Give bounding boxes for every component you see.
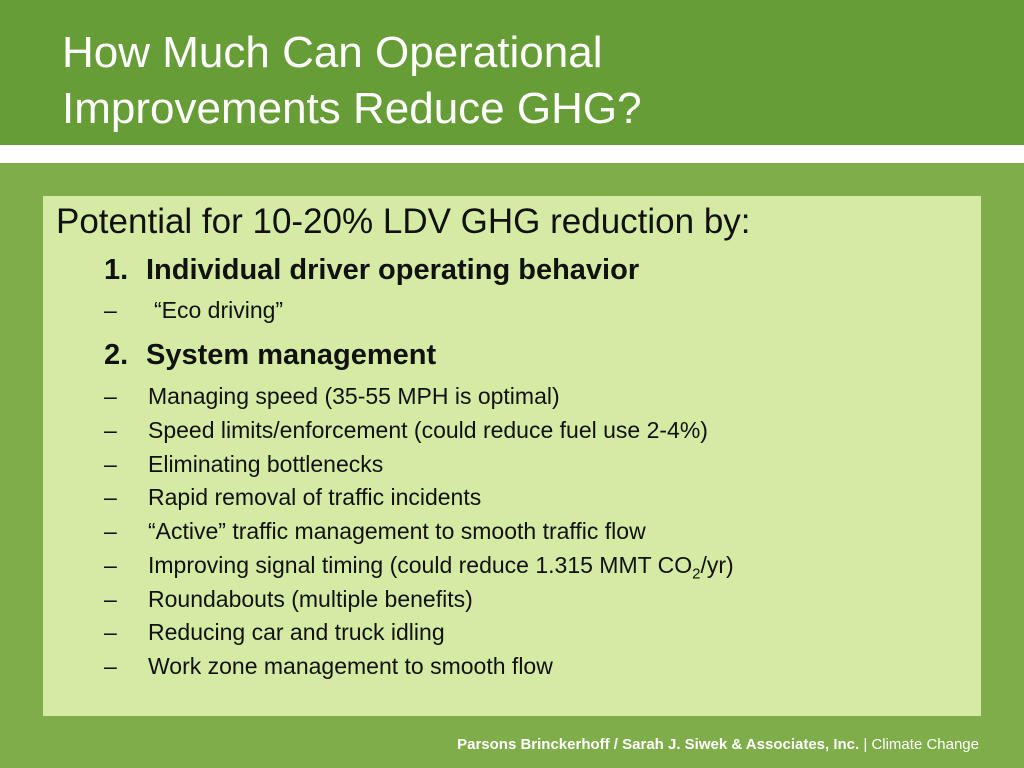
dash-bullet: – (104, 586, 117, 612)
footer-separator: | (859, 736, 872, 753)
subscript: 2 (692, 565, 701, 583)
sub-item (104, 450, 383, 478)
dash-bullet: – (104, 518, 117, 544)
dash-bullet: – (104, 383, 117, 409)
sub-item-text: “Eco driving” (154, 297, 284, 323)
sub-item (104, 585, 473, 613)
title-line-2: Improvements Reduce GHG? (62, 84, 642, 133)
sub-item (104, 483, 481, 511)
sub-item-text: Improving signal timing (could reduce 1.315 MMT $CO_2/yr$) (148, 552, 734, 583)
dash-bullet: – (104, 484, 117, 510)
sub-item-text: Reducing car and truck idling (148, 619, 445, 645)
sub-item (104, 517, 646, 545)
sub-item-text: Rapid removal of traffic incidents (148, 484, 482, 510)
dash-bullet: – (104, 619, 117, 645)
footer (457, 736, 979, 753)
dash-bullet: – (104, 297, 117, 323)
sub-item (104, 551, 734, 583)
intro-text: Potential for 10-20% LDV GHG reduction by: (56, 202, 751, 241)
sub-item (104, 296, 283, 324)
sub-item (104, 652, 553, 680)
sub-item (104, 416, 708, 444)
sub-item-text: Roundabouts (multiple benefits) (148, 586, 473, 612)
title-line-1: How Much Can Operational (62, 28, 603, 77)
sub-item-text: Work zone management to smooth flow (148, 653, 553, 679)
numbered-item-1 (104, 253, 639, 287)
title-divider (0, 145, 1024, 163)
dash-bullet: – (104, 417, 117, 443)
item-number: 2. (104, 339, 129, 371)
numbered-item-2 (104, 338, 436, 372)
sub-item (104, 618, 445, 646)
dash-bullet: – (104, 451, 117, 477)
footer-org: Parsons Brinckerhoff / Sarah J. Siwek & Associates, Inc. (457, 736, 860, 753)
sub-item-text: Eliminating bottlenecks (148, 451, 384, 477)
sub-item-text: “Active” traffic management to smooth traffic flow (148, 518, 646, 544)
footer-topic: Climate Change (871, 736, 979, 753)
sub-item-text: Speed limits/enforcement (could reduce fuel use 2-4%) (148, 417, 708, 443)
dash-bullet: – (104, 653, 117, 679)
title-bar (0, 0, 1024, 145)
slide-title (62, 25, 1002, 137)
dash-bullet: – (104, 552, 117, 578)
item-label: System management (146, 339, 437, 371)
item-number: 1. (104, 254, 129, 286)
item-label: Individual driver operating behavior (146, 254, 640, 286)
sub-item (104, 382, 560, 410)
sub-item-text: Managing speed (35-55 MPH is optimal) (148, 383, 560, 409)
